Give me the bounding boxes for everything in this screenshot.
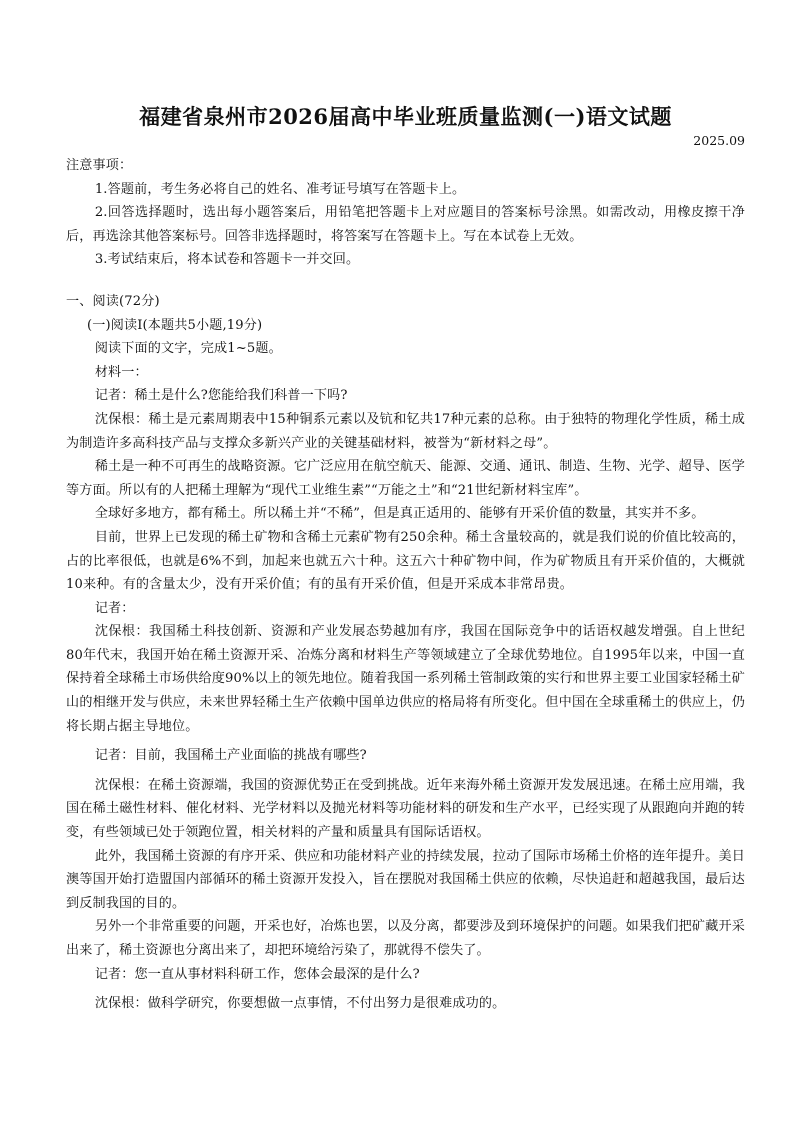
interview-answer: 沈保根：在稀土资源端，我国的资源优势正在受到挑战。近年来海外稀土资源开发发展迅速。在稀土应用端，我国在稀土磁性材料、催化材料、光学材料以及抛光材料等功能材料的研发和生产水平，已经实现了从跟跑向并跑的转变，有些领域已处于领跑位置，相关材料的产量和质量具有国际话语权。 xyxy=(66,777,745,841)
text-paragraph: 此外，我国稀土资源的有序开采、供应和功能材料产业的持续发展，拉动了国际市场稀土价格的连年提升。美日澳等国开始打造盟国内部循环的稀土资源开发投入，旨在摆脱对我国稀土供应的依赖，尽快追赶和超越我国，最后达到反制我国的目的。 xyxy=(66,848,745,911)
exam-title: 福建省泉州市2026届高中毕业班质量监测(一)语文试题 xyxy=(139,104,672,129)
section-heading: 一、阅读(72分) xyxy=(66,293,160,309)
text-paragraph: 另外一个非常重要的问题，开采也好，冶炼也罢，以及分离，都要涉及到环境保护的问题。如果我们把矿藏开采出来了，稀土资源也分离出来了，却把环境给污染了，那就得不偿失了。 xyxy=(66,919,745,958)
interview-answer: 沈保根：稀土是元素周期表中15种铜系元素以及钪和钇共17种元素的总称。由于独特的物理化学性质，稀土成为制造许多高科技产品与支撑众多新兴产业的关键基础材料，被誉为“新材料之母”。 xyxy=(66,411,745,451)
interview-answer: 沈保根：做科学研究，你要想做一点事情，不付出努力是很难成功的。 xyxy=(94,996,506,1012)
text-paragraph: 全球好多地方，都有稀土。所以稀土并“不稀”，但是真正适用的、能够有开采价值的数量，其实并不多。 xyxy=(94,506,705,522)
interview-question: 记者：您一直从事材料科研工作，您体会最深的是什么? xyxy=(94,966,420,982)
reading-instruction: 阅读下面的文字，完成1~5题。 xyxy=(94,341,282,357)
interview-question: 记者：目前，我国稀土产业面临的挑战有哪些? xyxy=(94,748,367,764)
notice-item-3: 3.考试结束后，将本试卷和答题卡一并交回。 xyxy=(94,252,360,268)
text-paragraph: 目前，世界上已发现的稀土矿物和含稀土元素矿物有250余种。稀土含量较高的，就是我们说的价值比较高的，占的比率很低，也就是6%不到，加起来也就五六十种。这五六十种矿物中间，作为矿物质且有开采价值的，大概就10来种。有的含量太少，没有开采价值；有的虽有开采价值，但是开采成本非常昂贵。 xyxy=(66,529,745,593)
notice-item-2: 2.回答选择题时，选出每小题答案后，用铅笔把答题卡上对应题目的答案标号涂黑。如需改动，用橡皮擦干净后，再选涂其他答案标号。回答非选择题时，将答案写在答题卡上。写在本试卷上无效。 xyxy=(66,205,745,244)
material-label: 材料一： xyxy=(94,364,148,380)
interview-question: 记者：稀土是什么?您能给我们科普一下吗? xyxy=(94,388,348,404)
notice-item-1: 1.答题前，考生务必将自己的姓名、准考证号填写在答题卡上。 xyxy=(94,181,466,197)
interview-question-blank: 记者： xyxy=(94,600,135,616)
text-paragraph: 稀土是一种不可再生的战略资源。它广泛应用在航空航天、能源、交通、通讯、制造、生物、光学、超导、医学等方面。所以有的人把稀土理解为“现代工业维生素”“万能之土”和“21世纪新材料宝库”。 xyxy=(66,459,745,498)
section-spacer xyxy=(66,272,745,290)
subsection-heading: (一)阅读Ⅰ(本题共5小题,19分) xyxy=(86,317,263,333)
interview-answer: 沈保根：我国稀土科技创新、资源和产业发展态势越加有序，我国在国际竞争中的话语权越发增强。自上世纪80年代末，我国开始在稀土资源开采、冶炼分离和材料生产等领域建立了全球优势地位。自1995年以来，中国一直保持着全球稀土市场供给度90%以上的领先地位。随着我国一系列稀土管制政策的实行和世界主要工业国家轻稀土矿山的相继开发与供应，未来世界轻稀土生产依赖中国单边供应的格局将有所变化。但中国在全球重稀土的供应上，仍将长期占据主导地位。 xyxy=(66,624,745,734)
exam-date: 2025.09 xyxy=(693,133,745,148)
notice-heading: 注意事项： xyxy=(66,158,133,173)
